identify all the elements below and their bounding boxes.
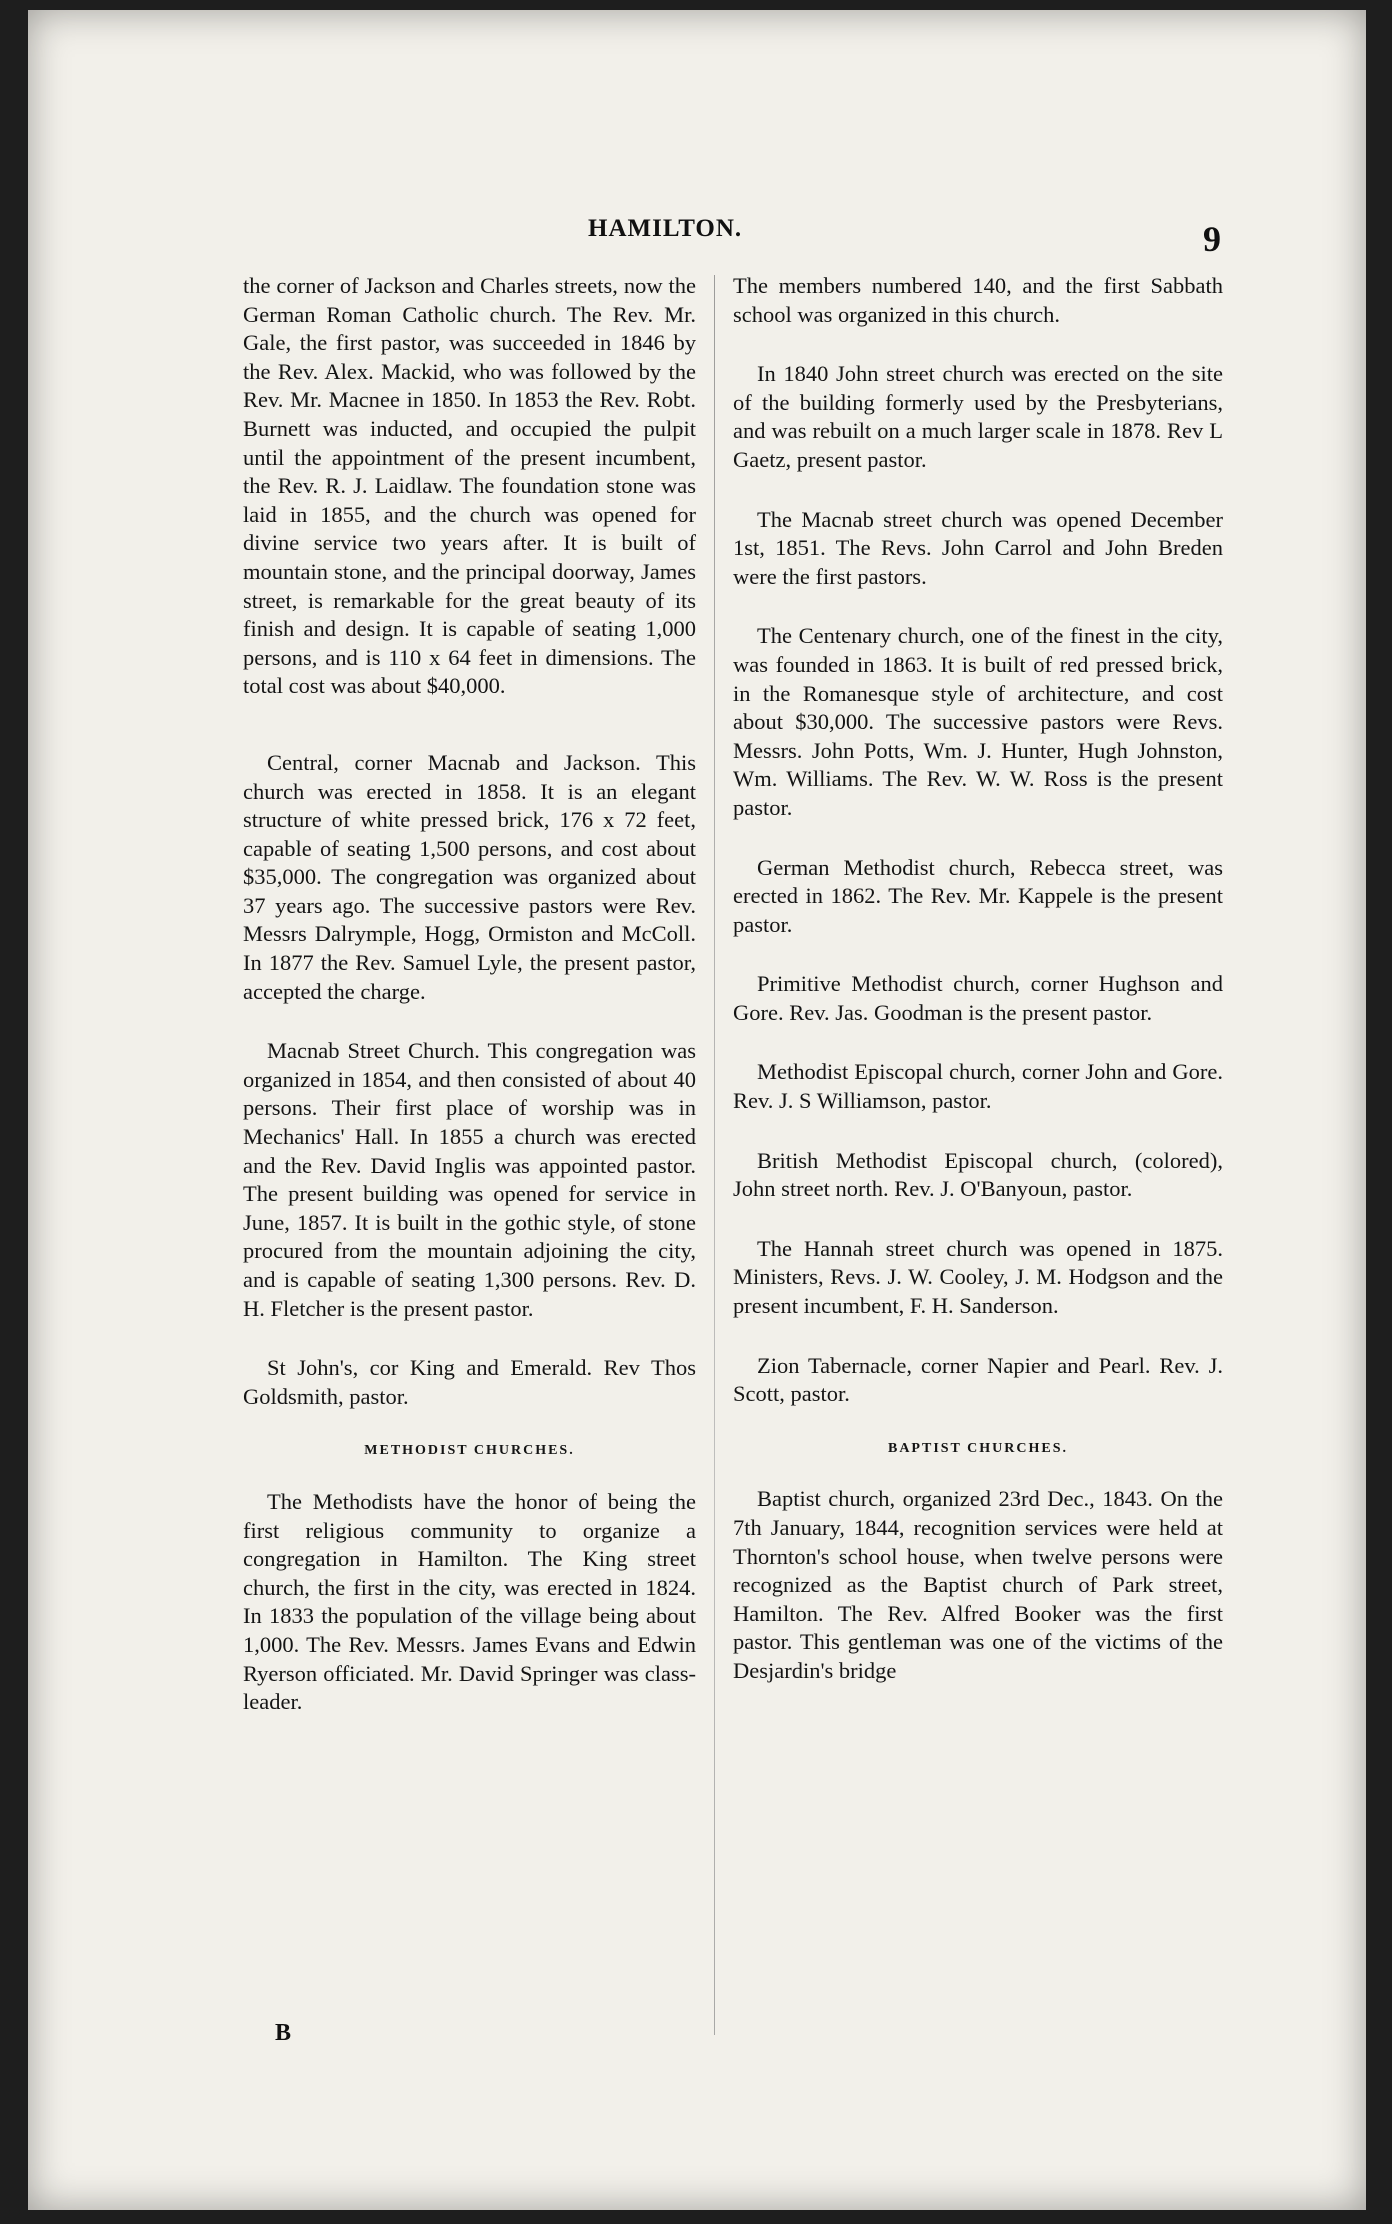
signature-mark: B bbox=[275, 2020, 292, 2046]
right-column bbox=[733, 272, 1223, 1686]
paragraph-methodist-episcopal: Methodist Episcopal church, corner John and Gore. Rev. J. S Williamson, pastor. bbox=[733, 1059, 1223, 1114]
paragraph-baptist-church: Baptist church, organized 23rd Dec., 1843. On the 7th January, 1844, recognition services were held at Thornton's school house, when twelve persons were recognized as the Baptist church of Park street, Hamilton. The Rev. Alfred Booker was the first pastor. This gentleman was one of the victims of the Desjardin's bridge bbox=[733, 1486, 1223, 1683]
paragraph-zion-tabernacle: Zion Tabernacle, corner Napier and Pearl. Rev. J. Scott, pastor. bbox=[733, 1352, 1223, 1407]
scanned-page bbox=[28, 10, 1366, 2210]
paragraph-primitive-methodist: Primitive Methodist church, corner Hughson and Gore. Rev. Jas. Goodman is the present pastor. bbox=[733, 971, 1223, 1025]
section-heading-baptist: BAPTIST CHURCHES. bbox=[887, 1440, 1068, 1456]
section-heading-methodist: METHODIST CHURCHES. bbox=[364, 1443, 575, 1459]
running-head: HAMILTON. bbox=[588, 215, 743, 242]
paragraph-hannah-street-church: The Hannah street church was opened in 1875. Ministers, Revs. J. W. Cooley, J. M. Hodgson and the present incumbent, F. H. Sanderson. bbox=[733, 1235, 1223, 1319]
paragraph-central-church: Central, corner Macnab and Jackson. This church was erected in 1858. It is an elegant structure of white pressed brick, 176 x 72 feet, capable of seating 1,500 persons, and cost about $35,000. The congregation was organized about 37 years ago. The successive pastors were Rev. Messrs Dalrymple, Hogg, Ormiston and McColl. In 1877 the Rev. Samuel Lyle, the present pastor, accepted the charge. bbox=[243, 749, 696, 1004]
paragraph-german-methodist: German Methodist church, Rebecca street, was erected in 1862. The Rev. Mr. Kappele is the present pastor. bbox=[733, 854, 1223, 937]
column-divider bbox=[714, 275, 715, 2035]
paragraph-centenary-church: The Centenary church, one of the finest in the city, was founded in 1863. It is built of red pressed brick, in the Romanesque style of architecture, and cost about $30,000. The successive pastors were Revs. Messrs. John Potts, Wm. J. Hunter, Hugh Johnston, Wm. Williams. The Rev. W. W. Ross is the present pastor. bbox=[733, 623, 1223, 820]
paragraph-macnab-street-methodist: The Macnab street church was opened December 1st, 1851. The Revs. John Carrol and John Breden were the first pastors. bbox=[733, 506, 1223, 589]
paragraph-methodists-intro: The Methodists have the honor of being the first religious community to organize a congregation in Hamilton. The King street church, the first in the city, was erected in 1824. In 1833 the population of the village being about 1,000. The Rev. Messrs. James Evans and Edwin Ryerson officiated. Mr. David Springer was class-leader. bbox=[243, 1488, 696, 1715]
paragraph-macnab-street-church: Macnab Street Church. This congregation was organized in 1854, and then consisted of about 40 persons. Their first place of worship was in Mechanics' Hall. In 1855 a church was erected and the Rev. David Inglis was appointed pastor. The present building was opened for service in June, 1857. It is built in the gothic style, of stone procured from the mountain adjoining the city, and is capable of seating 1,300 persons. Rev. D. H. Fletcher is the present pastor. bbox=[243, 1038, 696, 1321]
paragraph-british-methodist-episcopal: British Methodist Episcopal church, (colored), John street north. Rev. J. O'Banyoun, pastor. bbox=[733, 1147, 1223, 1202]
paragraph-members: The members numbered 140, and the first Sabbath school was organized in this church. bbox=[733, 273, 1223, 327]
paragraph-st-johns: St John's, cor King and Emerald. Rev Thos Goldsmith, pastor. bbox=[243, 1355, 696, 1409]
left-column bbox=[243, 272, 696, 1717]
paragraph-john-street-church: In 1840 John street church was erected on the site of the building formerly used by the Presbyterians, and was rebuilt on a much larger scale in 1878. Rev L Gaetz, present pastor. bbox=[733, 361, 1223, 472]
page-number: 9 bbox=[1203, 219, 1221, 259]
paragraph-presbyterian-continued: the corner of Jackson and Charles streets, now the German Roman Catholic church. The Rev. Mr. Gale, the first pastor, was succeeded in 1846 by the Rev. Alex. Mackid, who was followed by the Rev. Mr. Macnee in 1850. In 1853 the Rev. Robt. Burnett was inducted, and occupied the pulpit until the appointment of the present incumbent, the Rev. R. J. Laidlaw. The foundation stone was laid in 1855, and the church was opened for divine service two years after. It is built of mountain stone, and the principal doorway, James street, is remarkable for the great beauty of its finish and design. It is capable of seating 1,000 persons, and is 110 x 64 feet in dimensions. The total cost was about $40,000. bbox=[243, 273, 696, 699]
